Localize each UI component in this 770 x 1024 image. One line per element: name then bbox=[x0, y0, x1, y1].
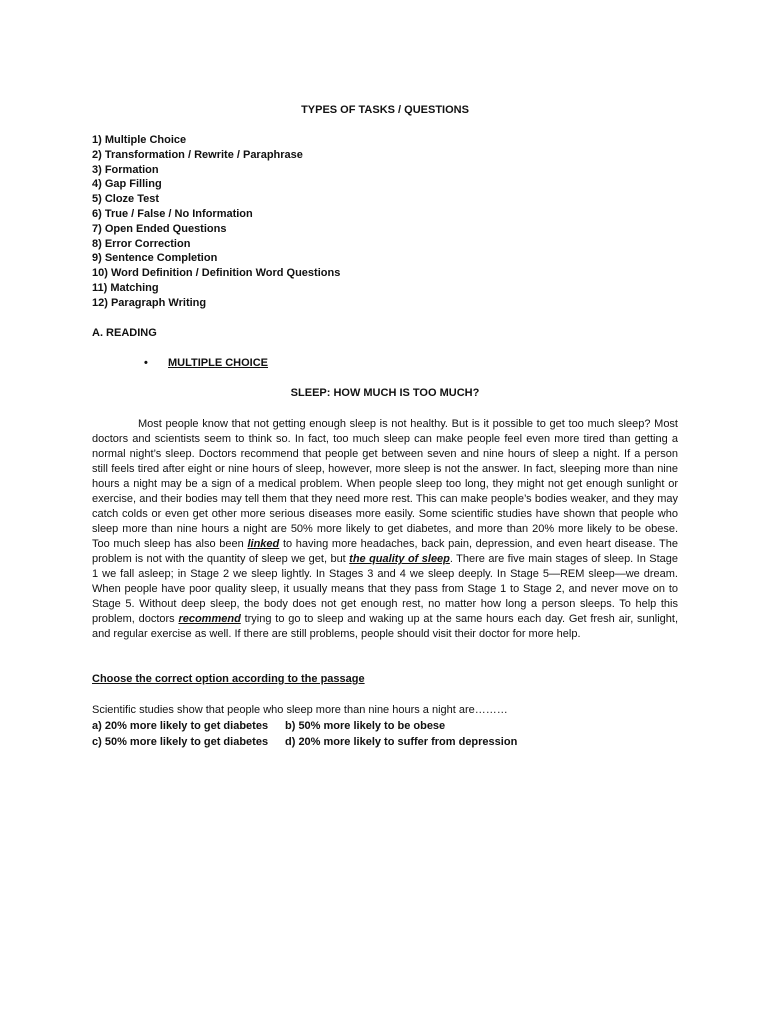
reading-passage bbox=[92, 417, 678, 642]
task-type-item: 8) Error Correction bbox=[92, 237, 191, 250]
task-type-item: 6) True / False / No Information bbox=[92, 207, 253, 220]
task-type-item: 4) Gap Filling bbox=[92, 178, 162, 191]
task-type-item: 7) Open Ended Questions bbox=[92, 222, 227, 235]
option-b: b) 50% more likely to be obese bbox=[285, 720, 446, 732]
passage-keyword: linked bbox=[247, 538, 280, 550]
task-type-item: 1) Multiple Choice bbox=[92, 134, 187, 146]
passage-title: SLEEP: HOW MUCH IS TOO MUCH? bbox=[290, 387, 480, 399]
option-d: d) 20% more likely to suffer from depression bbox=[285, 736, 518, 748]
task-type-item: 9) Sentence Completion bbox=[92, 252, 218, 265]
page-title: TYPES OF TASKS / QUESTIONS bbox=[301, 104, 469, 116]
passage-text: to having more headaches, back pain, depression, and even heart disease. The problem is not with the quantity of sleep we get, but bbox=[92, 538, 678, 565]
task-type-item: 2) Transformation / Rewrite / Paraphrase bbox=[92, 148, 303, 161]
task-type-list bbox=[92, 133, 340, 311]
passage-keyword: recommend bbox=[178, 613, 241, 625]
option-row bbox=[92, 734, 517, 750]
question-block bbox=[92, 702, 517, 750]
passage-keyword: the quality of sleep bbox=[349, 553, 450, 565]
bullet-label: MULTIPLE CHOICE bbox=[168, 357, 269, 369]
task-type-item: 12) Paragraph Writing bbox=[92, 296, 207, 309]
passage-text: trying to go to sleep and waking up at the same hours each day. Get fresh air, sunlight, and regular exercise as well. If there are still problems, people should visit their doctor for more help. bbox=[92, 613, 679, 640]
option-a: a) 20% more likely to get diabetes bbox=[92, 720, 269, 732]
option-c: c) 50% more likely to get diabetes bbox=[92, 736, 269, 748]
task-type-item: 3) Formation bbox=[92, 163, 159, 176]
bullet-item bbox=[144, 357, 268, 369]
task-type-item: 10) Word Definition / Definition Word Questions bbox=[92, 267, 341, 280]
task-type-item: 11) Matching bbox=[92, 281, 159, 294]
passage-text: Most people know that not getting enough sleep is not healthy. But is it possible to get too much sleep? Most doctors and scientists seem to think so. In fact, too much sleep can make people feel even more tired than getting a normal night’s sleep. Doctors recommend that people get between seven and nine hours of sleep a night. If a person still feels tired after eight or nine hours of sleep, however, more sleep is not the answer. In fact, sleeping more than nine hours a night may be a sign of a medical problem. When people sleep too long, they might not get enough sunlight or exercise, and their bodies may tell them that they need more rest. This can make people’s bodies weaker, and they may catch colds or even get other more serious diseases more easily. Some scientific studies have shown that people who sleep more than nine hours a night are 50% more likely to get diabetes, and more than 20% more likely to be obese. Too much sleep has also been bbox=[92, 418, 678, 550]
question-instruction: Choose the correct option according to the passage bbox=[92, 673, 365, 685]
option-row bbox=[92, 718, 517, 734]
bullet-dot-icon: • bbox=[144, 357, 148, 369]
question-stem: Scientific studies show that people who sleep more than nine hours a night are……… bbox=[92, 704, 508, 716]
section-heading: A. READING bbox=[92, 327, 157, 339]
task-type-item: 5) Cloze Test bbox=[92, 193, 160, 206]
passage-text: . There are five main stages of sleep. In Stage 1 we fall asleep; in Stage 2 we sleep lightly. In Stages 3 and 4 we sleep deeply. In Stage 5—REM sleep—we dream. When people have poor quality sleep, it usually means that they pass from Stage 1 to Stage 2, and never move on to Stage 5. Without deep sleep, the body does not get enough rest, no matter how long a person sleeps. To help this problem, doctors bbox=[92, 553, 679, 625]
